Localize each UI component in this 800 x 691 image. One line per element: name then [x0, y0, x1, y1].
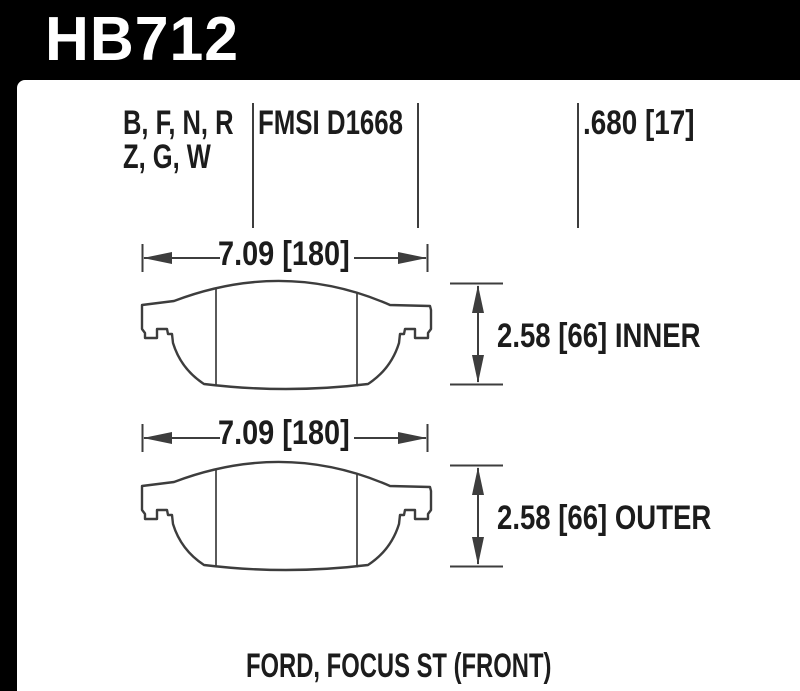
drawing-area [17, 80, 800, 691]
width-dimension-label-outer: 7.09 [180] [218, 414, 350, 452]
brake-pad-outline-inner [138, 277, 433, 395]
application-label: FORD, FOCUS ST (FRONT) [246, 647, 552, 685]
arrowhead-down-icon [472, 537, 484, 565]
compound-codes-line1: B, F, N, R [123, 104, 234, 142]
height-dimension-label-inner: 2.58 [66] INNER [497, 317, 701, 355]
part-number-label: HB712 [45, 5, 240, 74]
compound-codes [123, 106, 234, 174]
column-divider-2 [417, 103, 419, 228]
column-divider-1 [252, 103, 254, 228]
arrowhead-down-icon [472, 355, 484, 383]
brake-pad-outline-outer [138, 458, 433, 576]
backing-plate-outline [142, 462, 431, 570]
fmsi-label: FMSI D1668 [258, 104, 404, 142]
arrowhead-right-icon [398, 252, 427, 264]
arrowhead-right-icon [398, 432, 427, 444]
backing-plate-outline [142, 281, 431, 389]
arrowhead-up-icon [472, 285, 484, 313]
column-divider-3 [577, 103, 579, 228]
height-dimension-label-outer: 2.58 [66] OUTER [497, 499, 712, 537]
compound-codes-line2: Z, G, W [123, 138, 211, 176]
pad-thickness-label: .680 [17] [583, 104, 695, 142]
arrowhead-up-icon [472, 467, 484, 495]
arrowhead-left-icon [143, 432, 172, 444]
width-dimension-label-inner: 7.09 [180] [218, 235, 350, 273]
arrowhead-left-icon [143, 252, 172, 264]
